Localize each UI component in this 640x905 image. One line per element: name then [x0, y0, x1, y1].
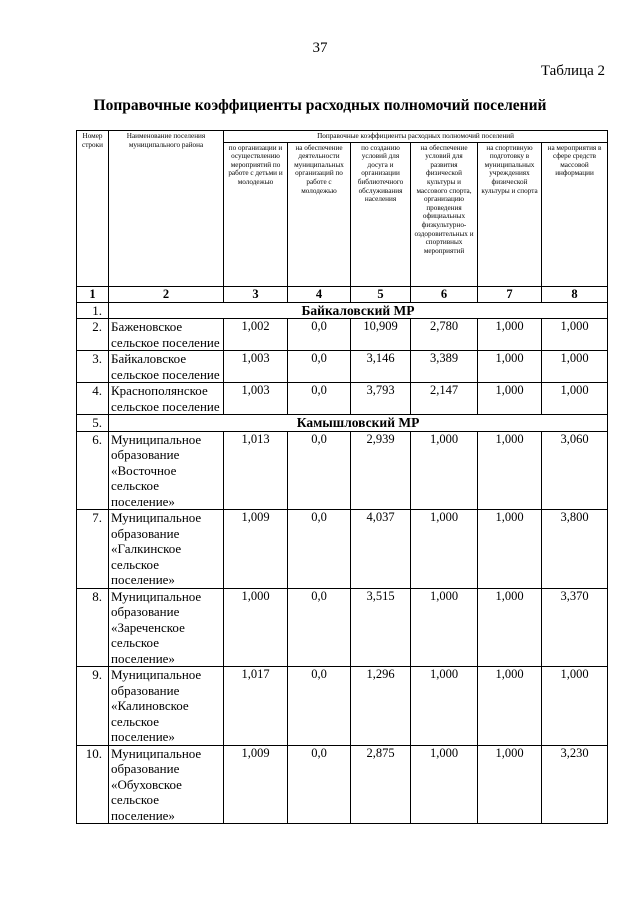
- coefficient-value: 1,000: [478, 319, 542, 351]
- settlement-name: [109, 431, 224, 510]
- coefficient-value: 1,000: [411, 588, 478, 667]
- row-number: 6.: [77, 431, 109, 510]
- coefficient-value: 3,800: [542, 510, 608, 589]
- coefficient-value: 1,000: [411, 745, 478, 824]
- coefficient-value: 3,515: [351, 588, 411, 667]
- coefficient-value: 1,009: [224, 510, 288, 589]
- coefficient-value: 1,296: [351, 667, 411, 746]
- coefficient-value: 0,0: [288, 667, 351, 746]
- settlement-name-line: образование: [111, 761, 180, 777]
- region-label: Байкаловский МР: [109, 302, 608, 319]
- coefficient-value: 3,060: [542, 431, 608, 510]
- coefficient-value: 1,000: [224, 588, 288, 667]
- column-number: 1: [77, 286, 109, 302]
- settlement-name-line: поселение»: [111, 650, 175, 666]
- coefficient-value: 1,000: [478, 351, 542, 383]
- table-row: [77, 745, 608, 824]
- region-row: [77, 302, 608, 319]
- coefficient-value: 0,0: [288, 319, 351, 351]
- page-number: 37: [312, 40, 328, 56]
- column-number-row: [77, 286, 608, 302]
- header-settlement-name: Наименование поселения муниципального района: [109, 131, 224, 287]
- settlement-name: [109, 319, 224, 351]
- header-col-7: на спортивную подготовку в муниципальных учреждениях физической культуры и спорта: [478, 142, 542, 286]
- row-number: 4.: [77, 383, 109, 415]
- coefficient-value: 2,780: [411, 319, 478, 351]
- settlement-name-line: сельское: [111, 713, 159, 729]
- coefficient-value: 1,000: [542, 351, 608, 383]
- coefficient-value: 4,037: [351, 510, 411, 589]
- row-number: 10.: [77, 745, 109, 824]
- settlement-name-line: «Галкинское: [111, 541, 182, 557]
- settlement-name-line: «Калиновское: [111, 698, 189, 714]
- settlement-name-line: образование: [111, 682, 180, 698]
- settlement-name-line: поселение»: [111, 729, 175, 745]
- coefficient-value: 3,146: [351, 351, 411, 383]
- settlement-name-line: поселение»: [111, 572, 175, 588]
- column-number: 5: [351, 286, 411, 302]
- region-label: Камышловский МР: [109, 415, 608, 432]
- header-row-number: Номер строки: [77, 131, 109, 287]
- settlement-name-line: сельское: [111, 556, 159, 572]
- settlement-name-line: Муниципальное: [111, 745, 202, 761]
- row-number: 5.: [77, 415, 109, 432]
- header-col-8: на мероприятия в сфере средств массовой информации: [542, 142, 608, 286]
- settlement-name-line: «Восточное: [111, 462, 177, 478]
- column-number: 3: [224, 286, 288, 302]
- table-row: [77, 319, 608, 351]
- coefficient-value: 1,000: [478, 510, 542, 589]
- settlement-name-line: поселение»: [111, 493, 175, 509]
- coefficient-value: 1,003: [224, 351, 288, 383]
- coefficient-value: 3,389: [411, 351, 478, 383]
- settlement-name-line: Муниципальное: [111, 667, 202, 683]
- coefficient-value: 0,0: [288, 510, 351, 589]
- coefficient-value: 2,939: [351, 431, 411, 510]
- coefficient-value: 1,000: [542, 383, 608, 415]
- coefficient-value: 1,013: [224, 431, 288, 510]
- coefficient-value: 0,0: [288, 351, 351, 383]
- settlement-name-line: сельское поселение: [111, 398, 220, 414]
- coefficient-value: 1,000: [542, 319, 608, 351]
- coefficient-value: 1,000: [478, 588, 542, 667]
- table-row: [77, 383, 608, 415]
- settlement-name-line: сельское: [111, 792, 159, 808]
- header-col-4: на обеспечение деятельности муниципальных организаций по работе с молодежью: [288, 142, 351, 286]
- settlement-name-line: образование: [111, 447, 180, 463]
- coefficient-value: 0,0: [288, 431, 351, 510]
- column-number: 2: [109, 286, 224, 302]
- header-col-3: по организации и осуществлению мероприятий по работе с детьми и молодежью: [224, 142, 288, 286]
- column-number: 6: [411, 286, 478, 302]
- coefficient-value: 1,000: [411, 431, 478, 510]
- coefficient-value: 1,002: [224, 319, 288, 351]
- settlement-name: [109, 383, 224, 415]
- coefficient-value: 3,370: [542, 588, 608, 667]
- coefficient-value: 1,000: [411, 667, 478, 746]
- coefficient-value: 1,000: [542, 667, 608, 746]
- header-col-6: на обеспечение условий для развития физической культуры и массового спорта, организацию проведения официальных физкультурно-оздоровительных и спортивных мероприятий: [411, 142, 478, 286]
- table-row: [77, 431, 608, 510]
- settlement-name-line: Байкаловское: [111, 351, 187, 367]
- settlement-name-line: «Обуховское: [111, 776, 182, 792]
- settlement-name-line: сельское: [111, 478, 159, 494]
- coefficient-value: 1,000: [411, 510, 478, 589]
- settlement-name-line: сельское поселение: [111, 334, 220, 350]
- settlement-name-line: Муниципальное: [111, 588, 202, 604]
- row-number: 9.: [77, 667, 109, 746]
- settlement-name-line: Баженовское: [111, 319, 183, 335]
- settlement-name-line: образование: [111, 525, 180, 541]
- coefficient-value: 0,0: [288, 383, 351, 415]
- column-number: 8: [542, 286, 608, 302]
- settlement-name: [109, 510, 224, 589]
- coefficient-value: 2,875: [351, 745, 411, 824]
- settlement-name-line: «Зареченское: [111, 619, 185, 635]
- row-number: 3.: [77, 351, 109, 383]
- coefficient-value: 1,017: [224, 667, 288, 746]
- column-number: 7: [478, 286, 542, 302]
- settlement-name-line: поселение»: [111, 807, 175, 823]
- coefficient-value: 0,0: [288, 588, 351, 667]
- coefficients-table: [76, 130, 608, 824]
- settlement-name-line: сельское поселение: [111, 366, 220, 382]
- row-number: 1.: [77, 302, 109, 319]
- settlement-name-line: Муниципальное: [111, 510, 202, 526]
- coefficient-value: 0,0: [288, 745, 351, 824]
- coefficient-value: 1,000: [478, 745, 542, 824]
- settlement-name: [109, 745, 224, 824]
- settlement-name: [109, 351, 224, 383]
- row-number: 8.: [77, 588, 109, 667]
- coefficient-value: 1,003: [224, 383, 288, 415]
- coefficient-value: 3,230: [542, 745, 608, 824]
- header-col-5: по созданию условий для досуга и организации библиотечного обслуживания населения: [351, 142, 411, 286]
- settlement-name-line: Муниципальное: [111, 431, 202, 447]
- table-row: [77, 588, 608, 667]
- coefficient-value: 1,009: [224, 745, 288, 824]
- coefficient-value: 1,000: [478, 431, 542, 510]
- document-title: Поправочные коэффициенты расходных полномочий поселений: [93, 97, 547, 114]
- row-number: 2.: [77, 319, 109, 351]
- coefficient-value: 1,000: [478, 383, 542, 415]
- header-group: Поправочные коэффициенты расходных полномочий поселений: [224, 131, 608, 143]
- coefficient-value: 3,793: [351, 383, 411, 415]
- table-row: [77, 351, 608, 383]
- coefficient-value: 2,147: [411, 383, 478, 415]
- region-row: [77, 415, 608, 432]
- row-number: 7.: [77, 510, 109, 589]
- column-number: 4: [288, 286, 351, 302]
- settlement-name-line: Краснополянское: [111, 383, 208, 399]
- settlement-name: [109, 588, 224, 667]
- settlement-name-line: сельское: [111, 635, 159, 651]
- coefficient-value: 10,909: [351, 319, 411, 351]
- table-row: [77, 510, 608, 589]
- settlement-name: [109, 667, 224, 746]
- settlement-name-line: образование: [111, 604, 180, 620]
- table-body: [77, 302, 608, 824]
- table-label: Таблица 2: [540, 63, 605, 79]
- table-row: [77, 667, 608, 746]
- coefficient-value: 1,000: [478, 667, 542, 746]
